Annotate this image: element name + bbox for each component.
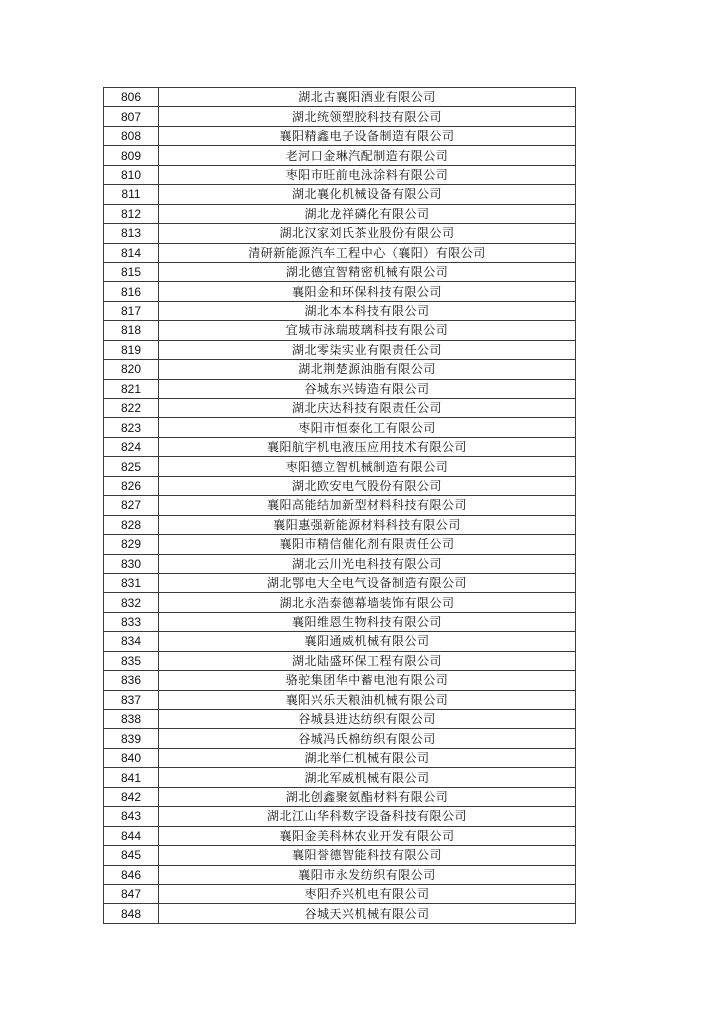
company-name: 襄阳金和环保科技有限公司: [159, 282, 576, 301]
company-name: 襄阳航宇机电液压应用技术有限公司: [159, 437, 576, 456]
row-number: 818: [104, 321, 159, 340]
row-number: 832: [104, 593, 159, 612]
table-row: [104, 748, 576, 767]
company-name: 湖北襄化机械设备有限公司: [159, 185, 576, 204]
row-number: 833: [104, 612, 159, 631]
row-number: 816: [104, 282, 159, 301]
table-row: [104, 204, 576, 223]
table-row: [104, 496, 576, 515]
company-name: 襄阳誉德智能科技有限公司: [159, 846, 576, 865]
row-number: 819: [104, 340, 159, 359]
table-row: [104, 262, 576, 281]
company-name: 襄阳市精信催化剂有限责任公司: [159, 535, 576, 554]
company-name: 襄阳精鑫电子设备制造有限公司: [159, 126, 576, 145]
company-name: 湖北荆楚源油脂有限公司: [159, 360, 576, 379]
table-row: [104, 515, 576, 534]
row-number: 810: [104, 165, 159, 184]
row-number: 815: [104, 262, 159, 281]
company-name: 襄阳通威机械有限公司: [159, 632, 576, 651]
row-number: 845: [104, 846, 159, 865]
row-number: 806: [104, 88, 159, 107]
table-row: [104, 243, 576, 262]
table-row: [104, 360, 576, 379]
company-name: 湖北古襄阳酒业有限公司: [159, 88, 576, 107]
row-number: 823: [104, 418, 159, 437]
row-number: 813: [104, 224, 159, 243]
table-row: [104, 807, 576, 826]
table-row: [104, 593, 576, 612]
company-name: 骆驼集团华中蓄电池有限公司: [159, 671, 576, 690]
row-number: 842: [104, 787, 159, 806]
company-name: 老河口金琳汽配制造有限公司: [159, 146, 576, 165]
table-row: [104, 224, 576, 243]
company-name: 枣阳市恒泰化工有限公司: [159, 418, 576, 437]
company-name: 湖北本本科技有限公司: [159, 301, 576, 320]
company-name: 湖北永浩泰德幕墙装饰有限公司: [159, 593, 576, 612]
table-row: [104, 282, 576, 301]
table-row: [104, 126, 576, 145]
table-row: [104, 651, 576, 670]
table-row: [104, 437, 576, 456]
row-number: 847: [104, 884, 159, 903]
company-name: 谷城冯氏棉纺织有限公司: [159, 729, 576, 748]
row-number: 812: [104, 204, 159, 223]
table-row: [104, 457, 576, 476]
company-name: 襄阳高能结加新型材料科技有限公司: [159, 496, 576, 515]
table-row: [104, 865, 576, 884]
company-name: 湖北德宜智精密机械有限公司: [159, 262, 576, 281]
row-number: 839: [104, 729, 159, 748]
company-name: 枣阳乔兴机电有限公司: [159, 884, 576, 903]
company-name: 襄阳金美科林农业开发有限公司: [159, 826, 576, 845]
company-name: 湖北云川光电科技有限公司: [159, 554, 576, 573]
table-row: [104, 884, 576, 903]
row-number: 814: [104, 243, 159, 262]
row-number: 826: [104, 476, 159, 495]
table-row: [104, 185, 576, 204]
row-number: 809: [104, 146, 159, 165]
table-row: [104, 787, 576, 806]
row-number: 840: [104, 748, 159, 767]
table-row: [104, 535, 576, 554]
table-row: [104, 107, 576, 126]
table-row: [104, 904, 576, 923]
company-name: 湖北创鑫聚氨酯材料有限公司: [159, 787, 576, 806]
row-number: 811: [104, 185, 159, 204]
company-name: 湖北龙祥磷化有限公司: [159, 204, 576, 223]
company-table-body: [104, 88, 576, 924]
row-number: 808: [104, 126, 159, 145]
row-number: 829: [104, 535, 159, 554]
company-name: 襄阳市永发纺织有限公司: [159, 865, 576, 884]
row-number: 843: [104, 807, 159, 826]
row-number: 830: [104, 554, 159, 573]
row-number: 824: [104, 437, 159, 456]
row-number: 844: [104, 826, 159, 845]
table-row: [104, 690, 576, 709]
company-name: 谷城县进达纺织有限公司: [159, 710, 576, 729]
company-name: 襄阳兴乐天粮油机械有限公司: [159, 690, 576, 709]
row-number: 841: [104, 768, 159, 787]
row-number: 821: [104, 379, 159, 398]
table-row: [104, 321, 576, 340]
company-table: [103, 87, 576, 924]
table-row: [104, 476, 576, 495]
row-number: 846: [104, 865, 159, 884]
table-row: [104, 418, 576, 437]
company-name: 湖北举仁机械有限公司: [159, 748, 576, 767]
table-row: [104, 573, 576, 592]
table-row: [104, 554, 576, 573]
row-number: 822: [104, 399, 159, 418]
row-number: 825: [104, 457, 159, 476]
company-name: 襄阳惠强新能源材料科技有限公司: [159, 515, 576, 534]
table-row: [104, 671, 576, 690]
table-row: [104, 340, 576, 359]
company-name: 湖北零柒实业有限责任公司: [159, 340, 576, 359]
table-row: [104, 846, 576, 865]
row-number: 836: [104, 671, 159, 690]
row-number: 848: [104, 904, 159, 923]
row-number: 817: [104, 301, 159, 320]
company-name: 湖北汉家刘氏茶业股份有限公司: [159, 224, 576, 243]
row-number: 834: [104, 632, 159, 651]
table-row: [104, 146, 576, 165]
row-number: 837: [104, 690, 159, 709]
table-row: [104, 632, 576, 651]
table-row: [104, 768, 576, 787]
table-row: [104, 612, 576, 631]
table-row: [104, 729, 576, 748]
table-row: [104, 710, 576, 729]
company-name: 湖北庆达科技有限责任公司: [159, 399, 576, 418]
table-row: [104, 379, 576, 398]
table-row: [104, 301, 576, 320]
row-number: 807: [104, 107, 159, 126]
company-name: 枣阳市旺前电泳涂料有限公司: [159, 165, 576, 184]
table-row: [104, 826, 576, 845]
company-name: 枣阳德立智机械制造有限公司: [159, 457, 576, 476]
company-name: 谷城东兴铸造有限公司: [159, 379, 576, 398]
row-number: 838: [104, 710, 159, 729]
table-row: [104, 165, 576, 184]
row-number: 831: [104, 573, 159, 592]
company-name: 湖北统领塑胶科技有限公司: [159, 107, 576, 126]
company-name: 湖北军威机械有限公司: [159, 768, 576, 787]
table-row: [104, 399, 576, 418]
company-name: 襄阳维恩生物科技有限公司: [159, 612, 576, 631]
company-name: 谷城天兴机械有限公司: [159, 904, 576, 923]
row-number: 828: [104, 515, 159, 534]
company-name: 湖北鄂电大全电气设备制造有限公司: [159, 573, 576, 592]
row-number: 827: [104, 496, 159, 515]
company-name: 湖北欧安电气股份有限公司: [159, 476, 576, 495]
row-number: 820: [104, 360, 159, 379]
row-number: 835: [104, 651, 159, 670]
company-name: 清研新能源汽车工程中心（襄阳）有限公司: [159, 243, 576, 262]
company-name: 宜城市泳瑞玻璃科技有限公司: [159, 321, 576, 340]
company-name: 湖北陆盛环保工程有限公司: [159, 651, 576, 670]
table-row: [104, 88, 576, 107]
company-name: 湖北江山华科数字设备科技有限公司: [159, 807, 576, 826]
